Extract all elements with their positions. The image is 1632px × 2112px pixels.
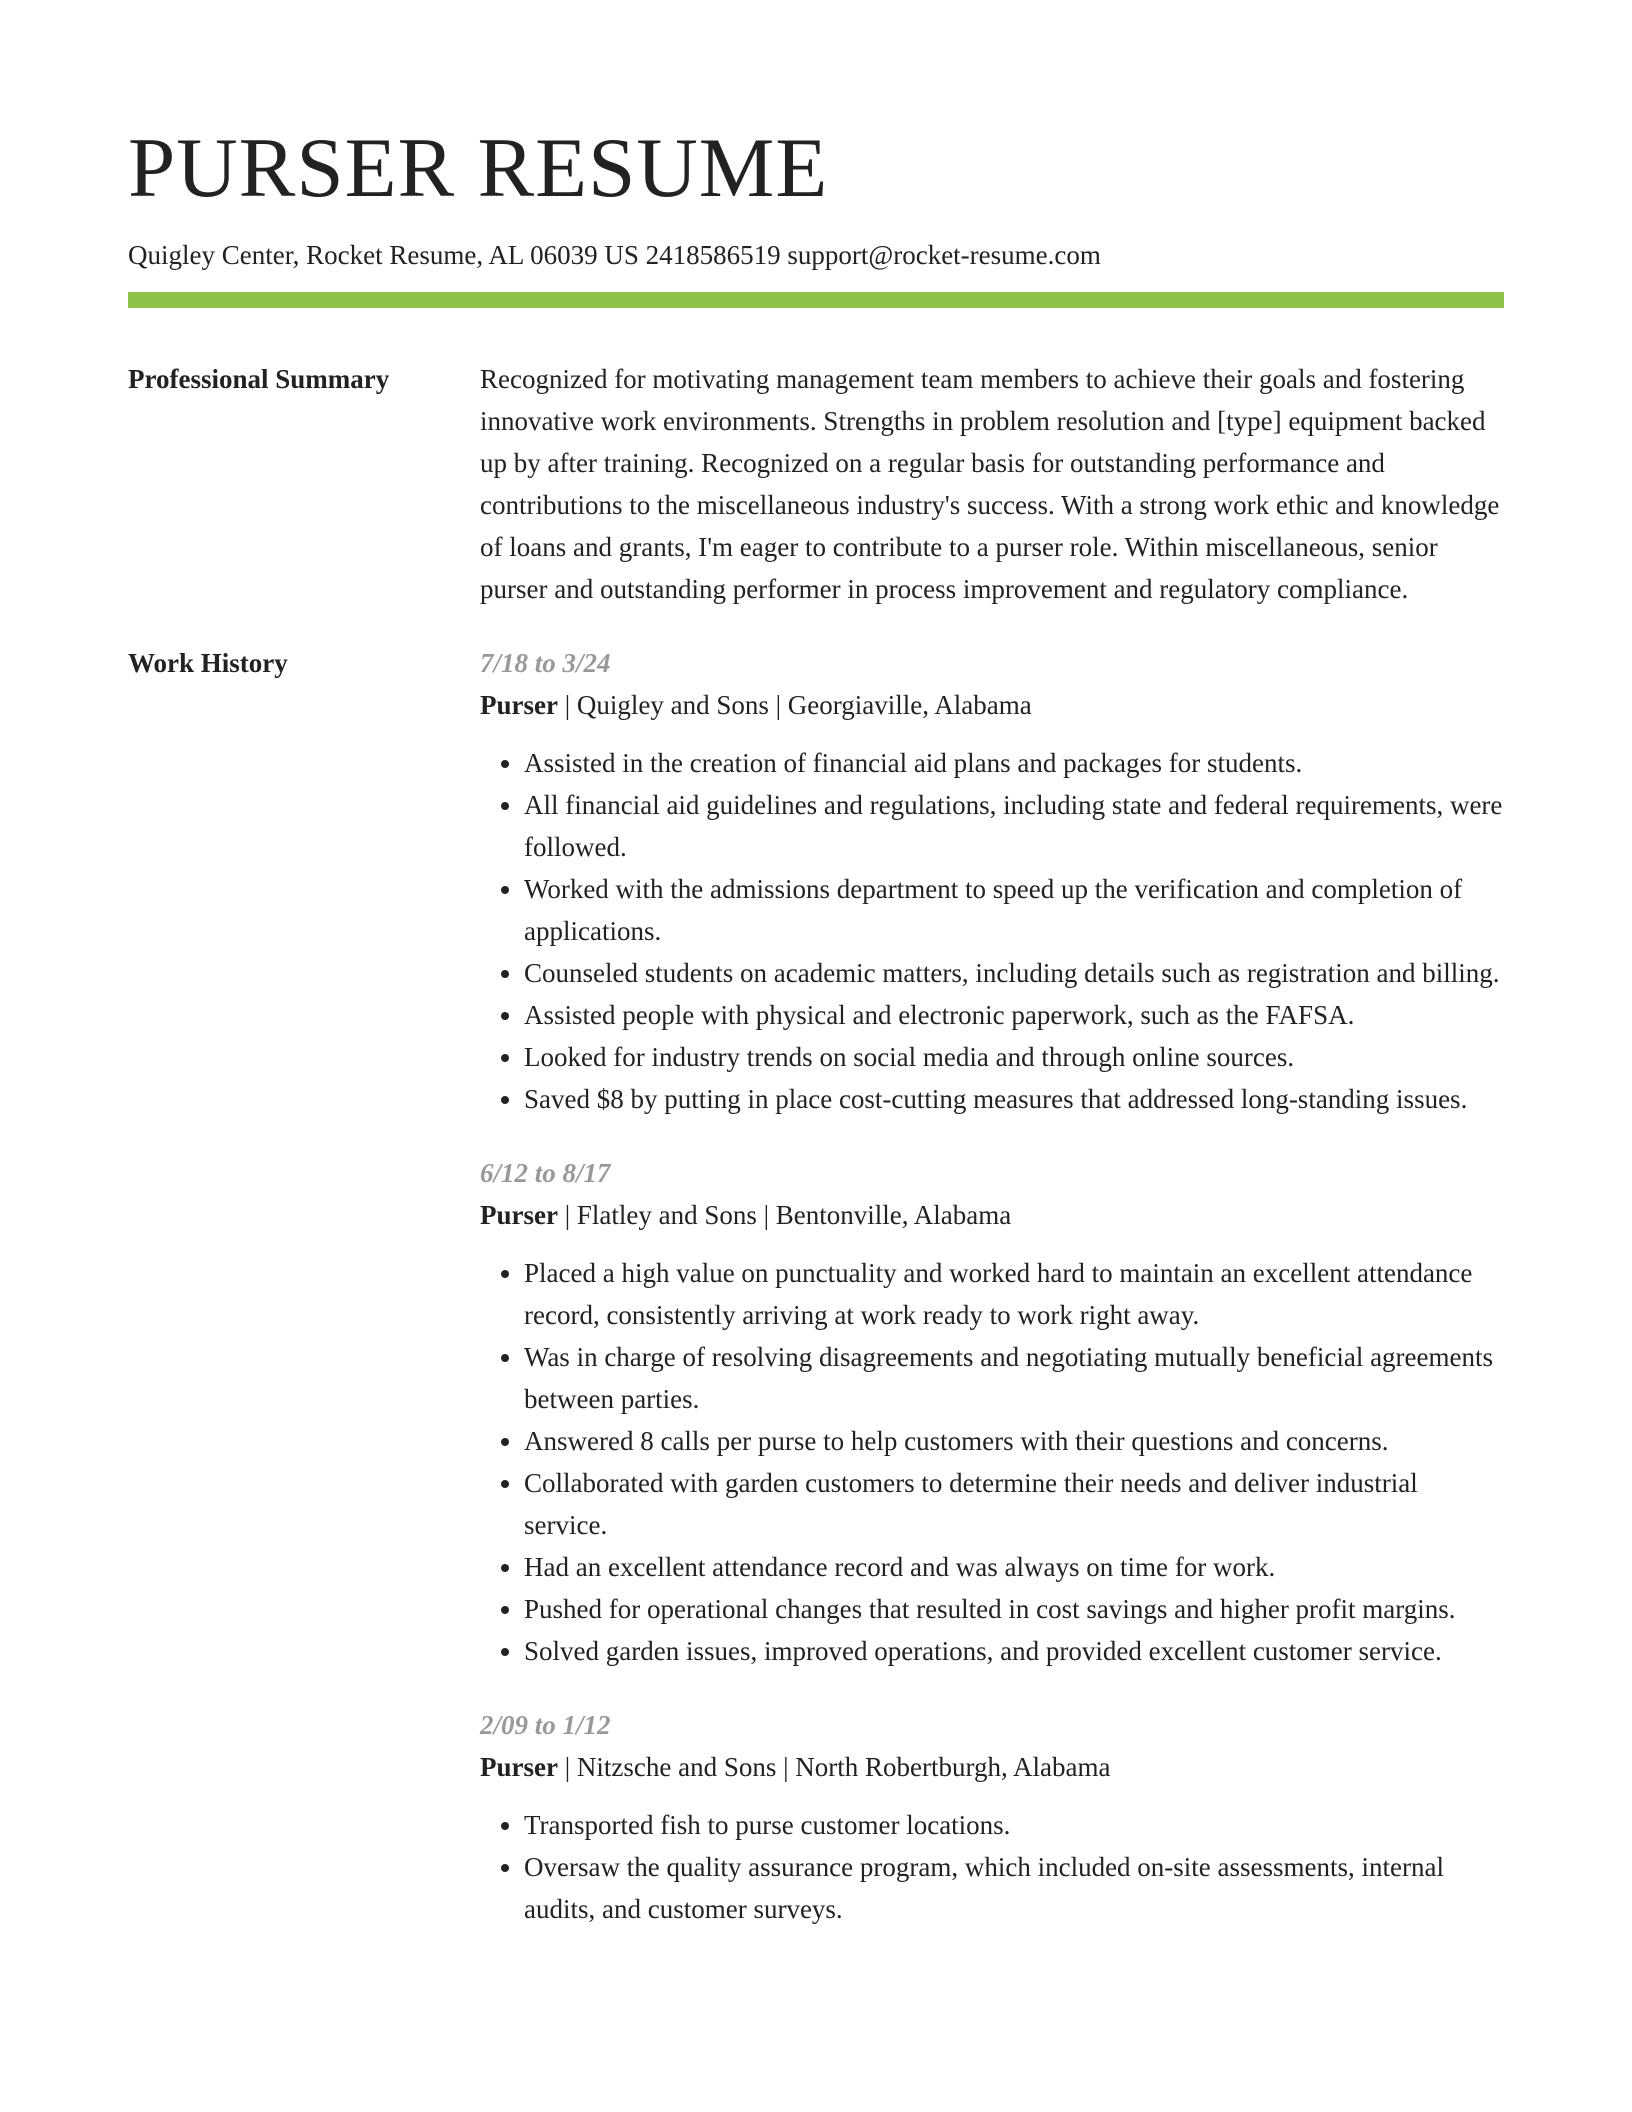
section-title-professional-summary: Professional Summary	[128, 364, 390, 394]
work-history-section	[128, 642, 1504, 1962]
contact-info: Quigley Center, Rocket Resume, AL 06039 US 2418586519 support@rocket-resume.com	[128, 240, 1101, 270]
job-bullet: • Saved $8 by putting in place cost-cutting measures that addressed long-standing issues.	[524, 1078, 1504, 1120]
job-bullet: • Looked for industry trends on social media and through online sources.	[524, 1036, 1504, 1078]
job-bullet: • Worked with the admissions department to speed up the verification and completion of applications.	[524, 868, 1504, 952]
job-bullet: • Assisted people with physical and electronic paperwork, such as the FAFSA.	[524, 994, 1504, 1036]
job-entry	[480, 1704, 1504, 1930]
professional-summary-text: Recognized for motivating management team members to achieve their goals and fostering innovative work environments. Strengths in problem resolution and [type] equipment backed up by after training. Recognized on a regular basis for outstanding performance and contributions to the miscellaneous industry's success. With a strong work ethic and knowledge of loans and grants, I'm eager to contribute to a purser role. Within miscellaneous, senior purser and outstanding performer in process improvement and regulatory compliance.	[480, 364, 1500, 604]
job-entry	[480, 1152, 1504, 1672]
job-heading	[480, 684, 1504, 726]
job-bullet: • Assisted in the creation of financial aid plans and packages for students.	[524, 742, 1504, 784]
job-bullet: • Placed a high value on punctuality and worked hard to maintain an excellent attendance record, consistently arriving at work ready to work right away.	[524, 1252, 1504, 1336]
job-company-location: | Quigley and Sons | Georgiaville, Alabama	[557, 690, 1032, 720]
job-bullet: • Oversaw the quality assurance program, which included on-site assessments, internal audits, and customer surveys.	[524, 1846, 1504, 1930]
job-bullet: • Pushed for operational changes that resulted in cost savings and higher profit margins.	[524, 1588, 1504, 1630]
job-bullet: • Transported fish to purse customer locations.	[524, 1804, 1504, 1846]
job-title: Purser	[480, 1752, 558, 1782]
job-title: Purser	[480, 690, 558, 720]
job-bullet-list	[480, 742, 1504, 1120]
job-bullet: • Counseled students on academic matters, including details such as registration and billing.	[524, 952, 1504, 994]
job-dates: 2/09 to 1/12	[480, 1710, 611, 1740]
job-company-location: | Flatley and Sons | Bentonville, Alabama	[557, 1200, 1012, 1230]
job-entry	[480, 642, 1504, 1120]
job-bullet: • Collaborated with garden customers to determine their needs and deliver industrial service.	[524, 1462, 1504, 1546]
professional-summary-section	[128, 358, 1504, 610]
section-title-work-history: Work History	[128, 648, 288, 678]
job-bullet-list	[480, 1252, 1504, 1672]
job-bullet: • Solved garden issues, improved operations, and provided excellent customer service.	[524, 1630, 1504, 1672]
resume-title: PURSER RESUME	[128, 121, 829, 215]
job-bullet-list	[480, 1804, 1504, 1930]
job-bullet: • Had an excellent attendance record and was always on time for work.	[524, 1546, 1504, 1588]
job-company-location: | Nitzsche and Sons | North Robertburgh, Alabama	[557, 1752, 1111, 1782]
job-title: Purser	[480, 1200, 558, 1230]
job-dates: 6/12 to 8/17	[480, 1158, 611, 1188]
job-dates: 7/18 to 3/24	[480, 648, 611, 678]
job-heading	[480, 1746, 1504, 1788]
job-heading	[480, 1194, 1504, 1236]
professional-summary-body	[480, 358, 1504, 610]
accent-divider	[128, 292, 1504, 308]
job-bullet: • Answered 8 calls per purse to help customers with their questions and concerns.	[524, 1420, 1504, 1462]
job-bullet: • All financial aid guidelines and regulations, including state and federal requirements, were followed.	[524, 784, 1504, 868]
work-history-body	[480, 642, 1504, 1962]
job-bullet: • Was in charge of resolving disagreements and negotiating mutually beneficial agreements between parties.	[524, 1336, 1504, 1420]
